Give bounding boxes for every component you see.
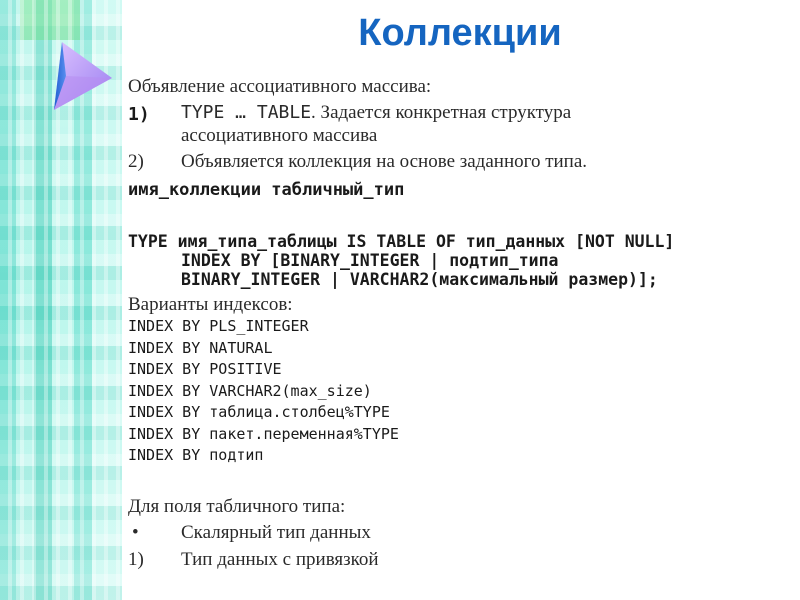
prism-triangle-icon [48,40,114,112]
step-2-number: 2) [128,151,144,172]
step-2-text: Объявляется коллекция на основе заданного типа. [181,151,588,172]
field-item: Тип данных с привязкой [181,549,379,570]
index-variant: INDEX BY таблица.столбец%TYPE [128,403,390,421]
bullet-marker: • [132,522,139,543]
step-1-text-1: . Задается конкретная структура [311,102,572,123]
index-variant: INDEX BY VARCHAR2(max_size) [128,382,372,400]
step-1-code: TYPE … TABLE [181,102,312,123]
step-1-number: 1) [128,104,150,125]
syntax-line-3: BINARY_INTEGER | VARCHAR2(максимальный размер)]; [181,270,658,289]
syntax-line-2: INDEX BY [BINARY_INTEGER | подтип_типа [181,251,559,270]
index-variant: INDEX BY подтип [128,446,264,464]
collection-declaration: имя_коллекции табличный_тип [128,180,405,200]
step-1-line-1 [181,102,571,124]
list-number: 1) [128,549,144,570]
index-variant: INDEX BY NATURAL [128,339,273,357]
index-variant: INDEX BY POSITIVE [128,360,282,378]
index-variant: INDEX BY пакет.переменная%TYPE [128,425,399,443]
field-heading: Для поля табличного типа: [128,496,346,517]
index-variant: INDEX BY PLS_INTEGER [128,317,309,335]
step-1-text-2: ассоциативного массива [181,125,378,146]
field-item: Скалярный тип данных [181,522,371,543]
syntax-line-1: TYPE имя_типа_таблицы IS TABLE OF тип_данных [NOT NULL] [128,232,675,251]
intro-text: Объявление ассоциативного массива: [128,76,432,97]
page-title: Коллекции [358,12,562,54]
variants-heading: Варианты индексов: [128,294,293,315]
